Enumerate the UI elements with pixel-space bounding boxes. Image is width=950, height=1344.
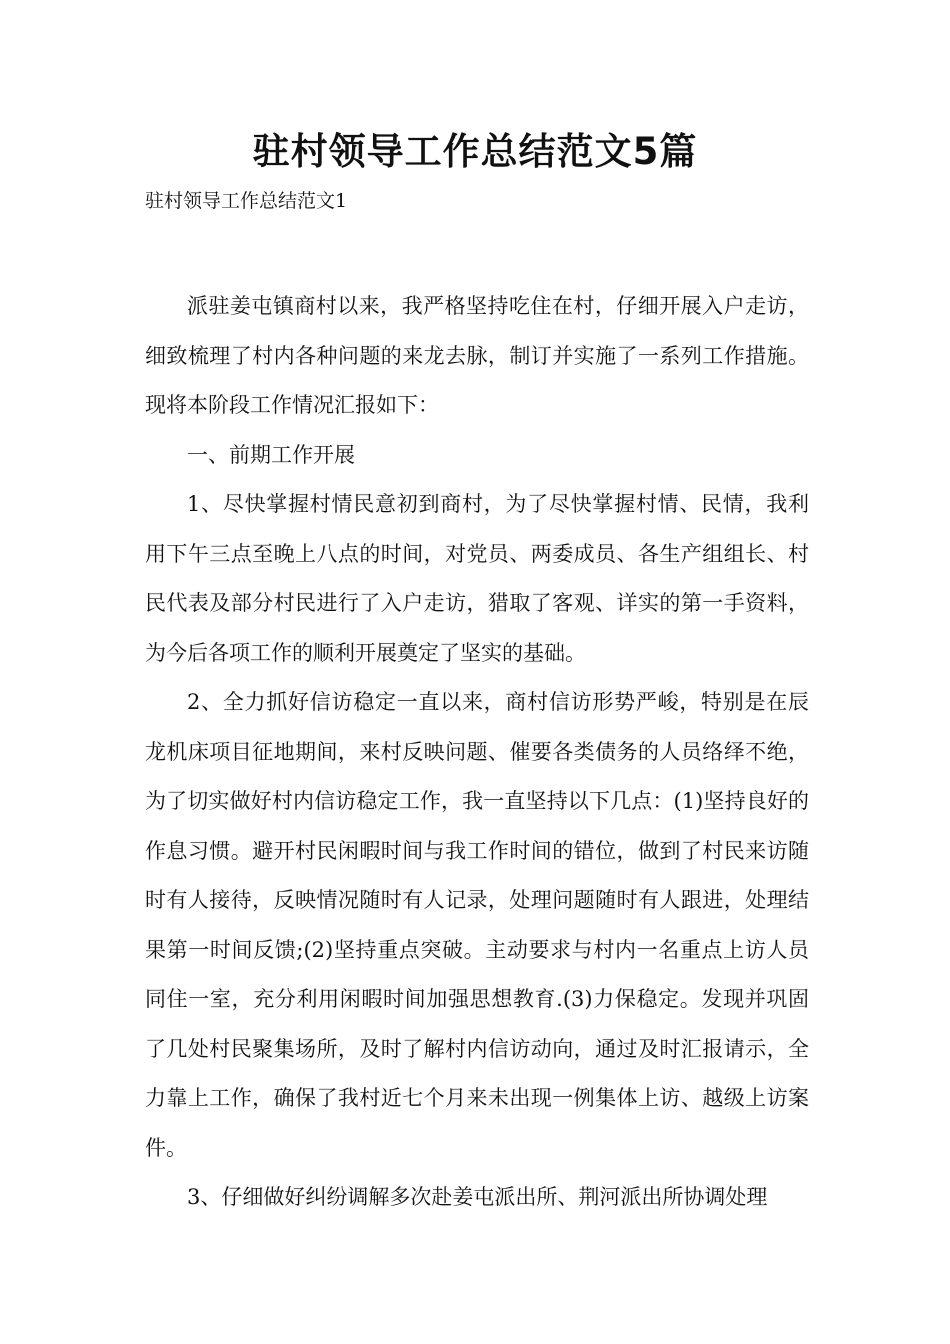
document-subtitle: 驻村领导工作总结范文1 <box>145 190 348 212</box>
paragraph-intro: 派驻姜屯镇商村以来，我严格坚持吃住在村，仔细开展入户走访，细致梳理了村内各种问题的来龙去脉，制订并实施了一系列工作措施。现将本阶段工作情况汇报如下： <box>145 294 809 417</box>
document-title: 驻村领导工作总结范文5篇 <box>252 130 698 173</box>
section-heading: 一、前期工作开展 <box>187 442 355 467</box>
paragraph-item-1: 1、尽快掌握村情民意初到商村，为了尽快掌握村情、民情，我利用下午三点至晚上八点的时间，对党员、两委成员、各生产组组长、村民代表及部分村民进行了入户走访，猎取了客观、详实的第一手资料，为今后各项工作的顺利开展奠定了坚实的基础。 <box>145 492 809 665</box>
document-body <box>145 282 809 1223</box>
paragraph-item-3: 3、仔细做好纠纷调解多次赴姜屯派出所、荆河派出所协调处理 <box>187 1185 768 1209</box>
paragraph-item-2: 2、全力抓好信访稳定一直以来，商村信访形势严峻，特别是在辰龙机床项目征地期间，来村反映问题、催要各类债务的人员络绎不绝，为了切实做好村内信访稳定工作，我一直坚持以下几点：(1)坚持良好的作息习惯。避开村民闲暇时间与我工作时间的错位，做到了村民来访随时有人接待，反映情况随时有人记录，处理问题随时有人跟进，处理结果第一时间反馈;(2)坚持重点突破。主动要求与村内一名重点上访人员同住一室，充分利用闲暇时间加强思想教育.(3)力保稳定。发现并巩固了几处村民聚集场所，及时了解村内信访动向，通过及时汇报请示，全力靠上工作，确保了我村近七个月来未出现一例集体上访、越级上访案件。 <box>145 690 809 1160</box>
